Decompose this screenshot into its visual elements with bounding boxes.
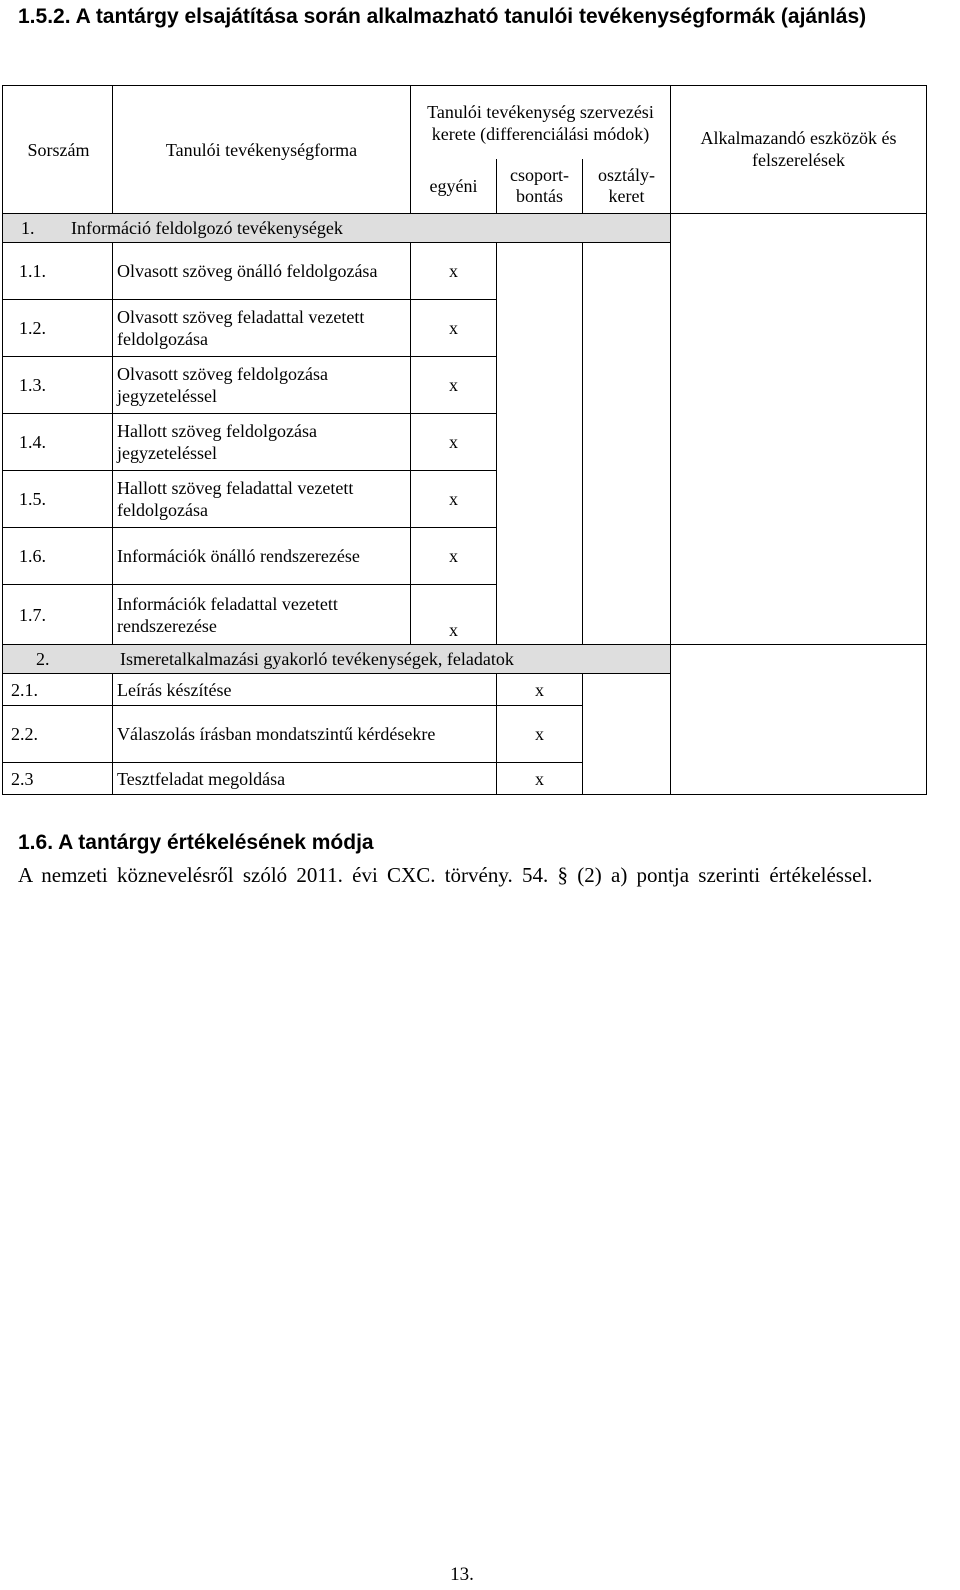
row-activity: Információk önálló rendszerezése xyxy=(113,528,411,585)
section-1-title: Információ feldolgozó tevékenységek xyxy=(71,218,343,238)
row-number: 1.5. xyxy=(3,471,113,528)
row-number: 1.7. xyxy=(3,585,113,645)
activity-table xyxy=(2,85,927,795)
row-egyeni-mark: x xyxy=(411,528,497,585)
row-number: 2.1. xyxy=(3,674,113,706)
row-number: 1.6. xyxy=(3,528,113,585)
row-egyeni-mark: x xyxy=(411,300,497,357)
row-number: 1.2. xyxy=(3,300,113,357)
eszkozok-cell-1 xyxy=(671,214,927,645)
row-egyeni-mark: x xyxy=(411,471,497,528)
section-1-cell xyxy=(3,214,671,243)
row-number: 2.2. xyxy=(3,706,113,763)
csoport-cell-1 xyxy=(497,243,583,645)
section-2-title: Ismeretalkalmazási gyakorló tevékenységek, feladatok xyxy=(120,649,514,669)
header-szervezesi-kerete: Tanulói tevékenység szervezési kerete (differenciálási módok) xyxy=(411,86,671,160)
header-egyeni: egyéni xyxy=(411,159,497,214)
header-osztalykeret: osztály-keret xyxy=(583,159,671,214)
evaluation-text: A nemzeti köznevelésről szóló 2011. évi CXC. törvény. 54. § (2) a) pontja szerinti értékeléssel. xyxy=(18,863,873,887)
row-csoport-mark: x xyxy=(497,763,583,795)
table-header-row xyxy=(3,86,927,160)
section-heading: 1.5.2. A tantárgy elsajátítása során alkalmazható tanulói tevékenységformák (ajánlás) xyxy=(18,5,867,28)
section-row-2 xyxy=(3,645,927,674)
osztaly-cell-2 xyxy=(583,674,671,795)
header-tevekenysegforma: Tanulói tevékenységforma xyxy=(113,86,411,214)
eszkozok-cell-2 xyxy=(671,645,927,795)
row-number: 2.3 xyxy=(3,763,113,795)
row-activity: Tesztfeladat megoldása xyxy=(113,763,497,795)
section-1-number: 1. xyxy=(21,218,35,238)
row-egyeni-mark: x xyxy=(411,243,497,300)
row-number: 1.1. xyxy=(3,243,113,300)
row-activity: Válaszolás írásban mondatszintű kérdésekre xyxy=(113,706,497,763)
header-csoportbontas: csoport-bontás xyxy=(497,159,583,214)
evaluation-title: 1.6. A tantárgy értékelésének módja xyxy=(18,831,374,854)
section-2-cell xyxy=(3,645,671,674)
row-number: 1.3. xyxy=(3,357,113,414)
header-sorszam: Sorszám xyxy=(3,86,113,214)
row-number: 1.4. xyxy=(3,414,113,471)
row-egyeni-mark: x xyxy=(411,357,497,414)
row-csoport-mark: x xyxy=(497,674,583,706)
row-activity: Leírás készítése xyxy=(113,674,497,706)
row-activity: Olvasott szöveg feldolgozása jegyzeteléssel xyxy=(113,357,411,414)
row-activity: Olvasott szöveg feladattal vezetett feldolgozása xyxy=(113,300,411,357)
row-egyeni-mark: x xyxy=(411,585,497,645)
row-egyeni-mark: x xyxy=(411,414,497,471)
row-activity: Hallott szöveg feladattal vezetett feldolgozása xyxy=(113,471,411,528)
row-activity: Információk feladattal vezetett rendszerezése xyxy=(113,585,411,645)
header-eszkozok: Alkalmazandó eszközök és felszerelések xyxy=(671,86,927,214)
row-activity: Hallott szöveg feldolgozása jegyzeteléssel xyxy=(113,414,411,471)
page-number: 13. xyxy=(450,1564,474,1585)
row-activity: Olvasott szöveg önálló feldolgozása xyxy=(113,243,411,300)
osztaly-cell-1 xyxy=(583,243,671,645)
row-csoport-mark: x xyxy=(497,706,583,763)
section-row-1 xyxy=(3,214,927,243)
section-2-number: 2. xyxy=(36,649,50,669)
